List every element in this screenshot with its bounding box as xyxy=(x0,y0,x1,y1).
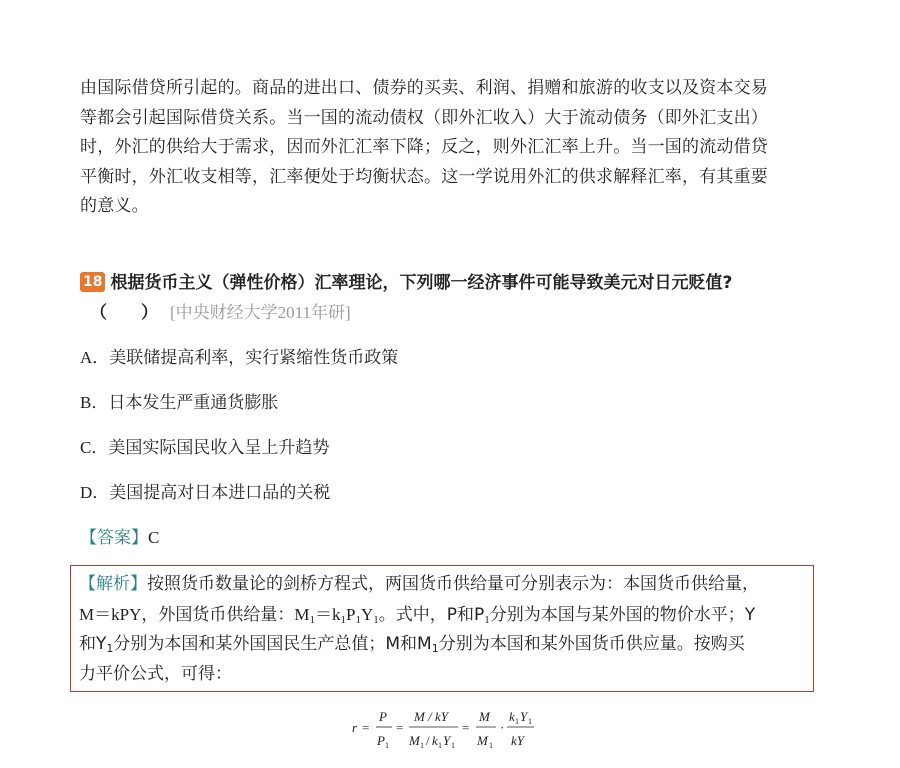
question-meta-row xyxy=(80,298,820,328)
option-text: 美国实际国民收入呈上升趋势 xyxy=(108,438,330,458)
option-text: 美联储提高利率，实行紧缩性货币政策 xyxy=(109,348,399,368)
formula-k1y1: k xyxy=(509,709,515,724)
formula-p: P xyxy=(379,709,387,724)
question-title: 根据货币主义（弹性价格）汇率理论，下列哪一经济事件可能导致美元对日元贬值? xyxy=(110,273,733,293)
option-letter: B． xyxy=(80,393,109,412)
option-letter: A． xyxy=(80,348,110,367)
svg-text:Y: Y xyxy=(443,733,451,748)
svg-text:1: 1 xyxy=(420,741,424,750)
svg-text:1: 1 xyxy=(438,741,442,750)
formula-m-over-ky: M / kY xyxy=(414,709,448,724)
answer-row xyxy=(80,526,159,550)
formula-dot: · xyxy=(500,720,505,735)
formula-m: M xyxy=(479,709,490,724)
option-letter: C． xyxy=(80,438,109,457)
svg-text:=: = xyxy=(462,720,470,735)
question-title-row xyxy=(80,268,820,298)
question-source: [中央财经大学2011年研] xyxy=(170,303,351,322)
intro-line-1: 由国际借贷所引起的。商品的进出口、债券的买卖、利润、捐赠和旅游的收支以及资本交易 xyxy=(80,78,768,98)
intro-line-5: 的意义。 xyxy=(80,196,149,216)
formula-ky: kY xyxy=(511,733,524,748)
formula-eq: = xyxy=(362,720,370,735)
question-block xyxy=(80,268,820,328)
analysis-tag: 【解析】 xyxy=(79,574,147,594)
formula-p1: P xyxy=(377,733,385,748)
option-text: 日本发生严重通货膨胀 xyxy=(108,393,279,413)
answer-blank: （ ） xyxy=(90,303,158,323)
svg-text:1: 1 xyxy=(528,717,532,726)
intro-line-3: 时，外汇的供给大于需求，因而外汇汇率下降；反之，则外汇汇率上升。当一国的流动借贷 xyxy=(80,137,768,157)
formula-m1: M xyxy=(477,733,488,748)
intro-paragraph xyxy=(80,74,820,222)
answer-value: C xyxy=(148,528,160,547)
answer-tag: 【答案】 xyxy=(80,528,148,548)
svg-text:k: k xyxy=(432,733,438,748)
option-text: 美国提高对日本进口品的关税 xyxy=(109,483,331,503)
option-b xyxy=(80,391,278,415)
option-d xyxy=(80,481,330,505)
formula-m1-over-k1y1: M xyxy=(409,733,420,748)
question-number-badge: 18 xyxy=(80,272,105,292)
svg-text:=: = xyxy=(396,720,404,735)
intro-line-4: 平衡时，外汇收支相等，汇率便处于均衡状态。这一学说用外汇的供求解释汇率，有其重要 xyxy=(80,166,768,187)
svg-text:1: 1 xyxy=(515,717,519,726)
svg-text:1: 1 xyxy=(385,741,389,750)
analysis-line-4: 力平价公式，可得： xyxy=(79,663,232,684)
analysis-line-2: M＝kPY，外国货币供给量：$M_1=k_1P_1Y_1$。式中，P和$P_1$分别为本国与某外国的物价水平；Y xyxy=(79,604,756,626)
svg-text:Y: Y xyxy=(520,709,528,724)
option-letter: D． xyxy=(80,483,110,502)
analysis-line-3: 和$Y_1$分别为本国和某外国国民生产总值；M和$M_1$分别为本国和某外国货币供应量。按购买 xyxy=(79,634,745,655)
svg-text:1: 1 xyxy=(489,741,493,750)
svg-text:1: 1 xyxy=(451,741,455,750)
intro-line-2: 等都会引起国际借贷关系。当一国的流动债权（即外汇收入）大于流动债务（即外汇支出） xyxy=(80,107,768,128)
ppp-formula xyxy=(352,705,552,753)
option-c xyxy=(80,436,329,460)
analysis-line-1: 【解析】按照货币数量论的剑桥方程式，两国货币供给量可分别表示为：本国货币供给量， xyxy=(79,574,759,594)
analysis-box xyxy=(70,565,814,692)
svg-text:/: / xyxy=(426,733,430,748)
option-a xyxy=(80,346,398,370)
formula-r: r xyxy=(352,720,358,735)
